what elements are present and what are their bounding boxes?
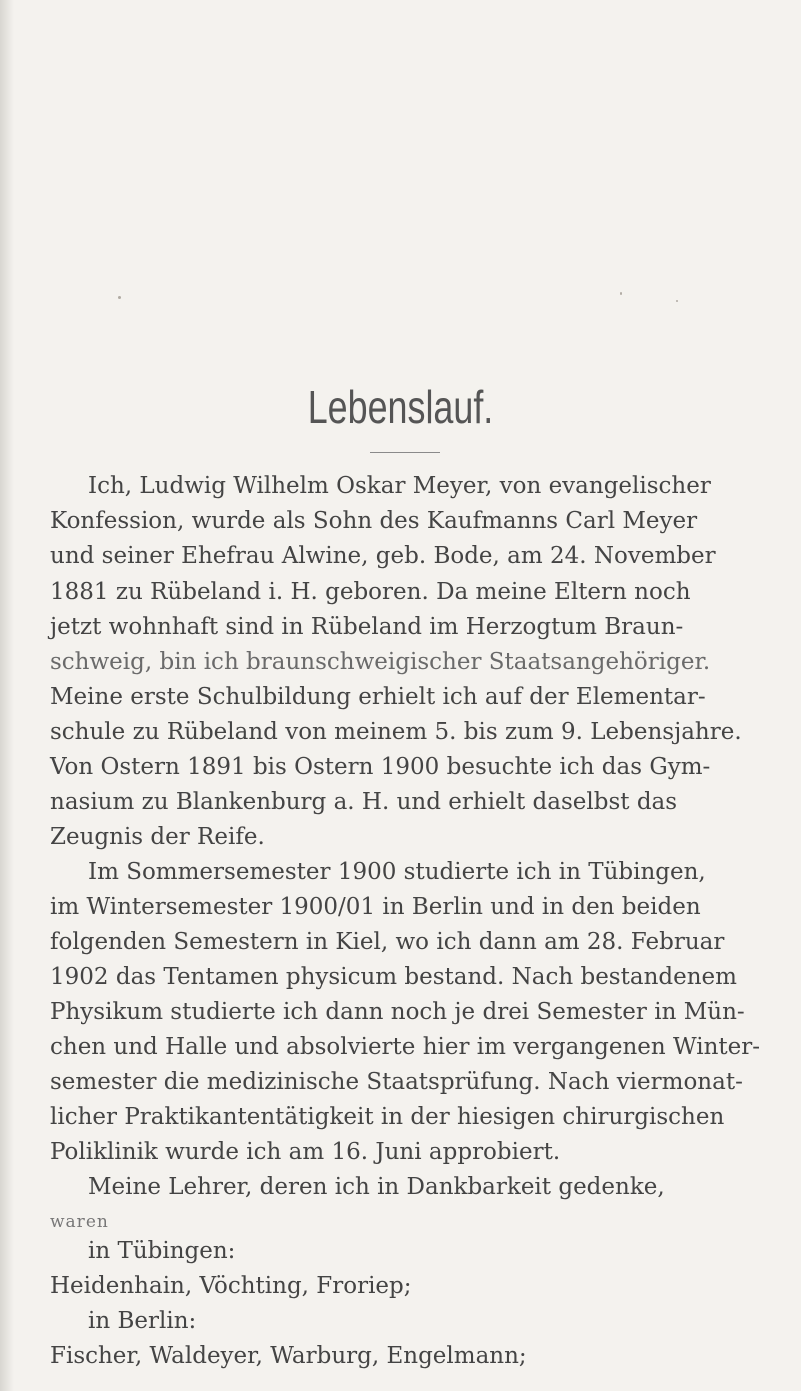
- text-line: Poliklinik wurde ich am 16. Juni approbiert.: [50, 1139, 561, 1165]
- text-line: licher Praktikantentätigkeit in der hiesigen chirurgischen: [50, 1104, 725, 1130]
- text-line: Meine Lehrer, deren ich in Dankbarkeit gedenke,: [88, 1174, 665, 1200]
- text-line: Im Sommersemester 1900 studierte ich in Tübingen,: [88, 859, 706, 885]
- document-title: Lebenslauf.: [307, 381, 494, 433]
- text-line: in Berlin:: [88, 1308, 197, 1334]
- text-line: Konfession, wurde als Sohn des Kaufmanns Carl Meyer: [50, 508, 698, 534]
- text-line: Meine erste Schulbildung erhielt ich auf der Elementar-: [50, 684, 706, 710]
- text-line: waren: [50, 1212, 109, 1232]
- paper-speck: [620, 292, 622, 295]
- paper-speck: [118, 296, 121, 299]
- paper-speck: [676, 300, 678, 302]
- page-edge-shadow: [0, 0, 14, 1391]
- text-line: Ich, Ludwig Wilhelm Oskar Meyer, von evangelischer: [88, 473, 711, 499]
- text-line: 1881 zu Rübeland i. H. geboren. Da meine Eltern noch: [50, 579, 691, 605]
- text-line: Physikum studierte ich dann noch je drei Semester in Mün-: [50, 999, 745, 1025]
- text-line: jetzt wohnhaft sind in Rübeland im Herzogtum Braun-: [50, 614, 684, 640]
- title-rule: [370, 452, 440, 453]
- text-line: Von Ostern 1891 bis Ostern 1900 besuchte ich das Gym-: [50, 754, 711, 780]
- text-line: nasium zu Blankenburg a. H. und erhielt daselbst das: [50, 789, 678, 815]
- text-line: folgenden Semestern in Kiel, wo ich dann am 28. Februar: [50, 929, 725, 955]
- text-line: schule zu Rübeland von meinem 5. bis zum 9. Lebensjahre.: [50, 719, 742, 745]
- text-line: semester die medizinische Staatsprüfung. Nach viermonat-: [50, 1069, 743, 1095]
- text-line: chen und Halle und absolvierte hier im vergangenen Winter-: [50, 1034, 761, 1060]
- text-line: Zeugnis der Reife.: [50, 824, 265, 850]
- text-line: Heidenhain, Vöchting, Froriep;: [50, 1273, 412, 1299]
- text-line: schweig, bin ich braunschweigischer Staatsangehöriger.: [50, 649, 711, 675]
- text-line: im Wintersemester 1900/01 in Berlin und in den beiden: [50, 894, 701, 920]
- text-line: in Tübingen:: [88, 1238, 236, 1264]
- text-line: 1902 das Tentamen physicum bestand. Nach bestandenem: [50, 964, 737, 990]
- text-line: Fischer, Waldeyer, Warburg, Engelmann;: [50, 1343, 527, 1369]
- text-line: und seiner Ehefrau Alwine, geb. Bode, am 24. November: [50, 543, 716, 569]
